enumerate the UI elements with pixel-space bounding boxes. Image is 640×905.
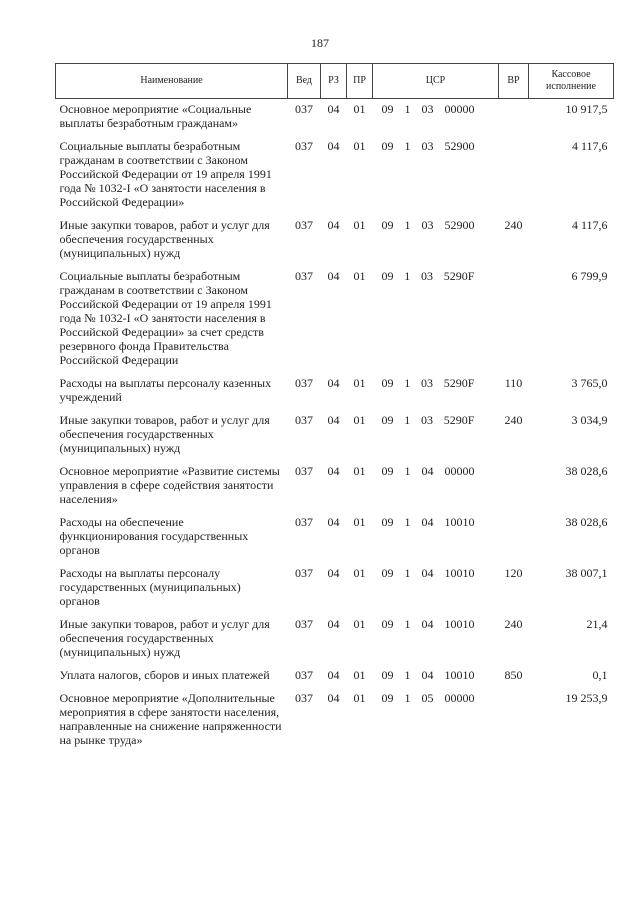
csr-code — [373, 373, 499, 390]
csr-part: 1 — [404, 566, 411, 580]
row-name: Социальные выплаты безработным гражданам в соответствии с Законом Российской Федерации от 19 апреля 1991 года № 1032-I «О занятости населения в Российской Федерации» за счет средств резервного фонда Правительства Российской Федерации — [59, 269, 272, 367]
row-name: Расходы на обеспечение функционирования государственных органов — [59, 515, 249, 557]
csr-part: 00000 — [444, 102, 475, 116]
row-csr — [373, 99, 499, 137]
row-rz: 04 — [327, 691, 340, 705]
row-vr — [499, 688, 529, 753]
row-csr — [373, 215, 499, 266]
csr-part: 00000 — [444, 691, 475, 705]
csr-part: 09 — [381, 139, 394, 153]
csr-part: 09 — [381, 269, 394, 283]
csr-part: 04 — [421, 668, 434, 682]
row-vr — [499, 99, 529, 137]
csr-code — [373, 461, 499, 478]
row-rz: 04 — [327, 102, 340, 116]
csr-part: 03 — [421, 413, 434, 427]
csr-code — [373, 99, 499, 116]
row-pr: 01 — [353, 691, 366, 705]
row-amount: 38 007,1 — [565, 566, 608, 580]
csr-part: 5290F — [443, 376, 475, 390]
csr-part: 1 — [404, 464, 411, 478]
table-header-row — [56, 64, 614, 99]
row-pr: 01 — [353, 464, 366, 478]
row-rz: 04 — [327, 515, 340, 529]
table-row — [56, 215, 614, 266]
csr-part: 1 — [404, 218, 411, 232]
csr-part: 52900 — [444, 218, 475, 232]
row-pr: 01 — [353, 515, 366, 529]
row-name: Расходы на выплаты персоналу государственных (муниципальных) органов — [59, 566, 241, 608]
csr-part: 09 — [381, 218, 394, 232]
row-rz: 04 — [327, 617, 340, 631]
row-rz: 04 — [327, 566, 340, 580]
row-vr: 120 — [504, 566, 523, 580]
row-rz: 04 — [327, 413, 340, 427]
row-rz: 04 — [327, 376, 340, 390]
csr-part: 10010 — [444, 515, 475, 529]
row-pr: 01 — [353, 668, 366, 682]
csr-code — [373, 266, 499, 283]
row-name: Иные закупки товаров, работ и услуг для обеспечения государственных (муниципальных) нужд — [59, 617, 270, 659]
row-name: Расходы на выплаты персоналу казенных учреждений — [59, 376, 272, 404]
row-ved: 037 — [295, 139, 313, 153]
csr-part: 04 — [421, 515, 434, 529]
csr-part: 1 — [404, 376, 411, 390]
row-pr: 01 — [353, 376, 366, 390]
csr-part: 09 — [381, 668, 394, 682]
csr-part: 09 — [381, 464, 394, 478]
header-amount: Кассовое исполнение — [529, 64, 614, 99]
row-pr: 01 — [353, 102, 366, 116]
row-pr: 01 — [353, 139, 366, 153]
row-vr — [499, 512, 529, 563]
csr-part: 10010 — [444, 566, 475, 580]
row-rz: 04 — [327, 269, 340, 283]
table-row — [56, 688, 614, 753]
header-name: Наименование — [56, 64, 288, 99]
table-row — [56, 665, 614, 688]
row-ved: 037 — [295, 566, 313, 580]
csr-part: 10010 — [444, 617, 475, 631]
row-name: Основное мероприятие «Дополнительные мероприятия в сфере занятости населения, направленные на снижение напряженности на рынке труда» — [59, 691, 282, 747]
csr-part: 1 — [404, 102, 411, 116]
row-ved: 037 — [295, 102, 313, 116]
row-amount: 4 117,6 — [571, 218, 608, 232]
row-csr — [373, 410, 499, 461]
table-row — [56, 373, 614, 410]
csr-part: 04 — [421, 617, 434, 631]
row-amount: 10 917,5 — [565, 102, 608, 116]
row-ved: 037 — [295, 668, 313, 682]
row-ved: 037 — [295, 376, 313, 390]
table-row — [56, 563, 614, 614]
row-csr — [373, 614, 499, 665]
csr-part: 09 — [381, 102, 394, 116]
header-rz: РЗ — [321, 64, 347, 99]
row-csr — [373, 136, 499, 215]
budget-table — [55, 63, 614, 753]
row-vr — [499, 461, 529, 512]
header-ved: Вед — [288, 64, 321, 99]
row-amount: 4 117,6 — [571, 139, 608, 153]
csr-part: 1 — [404, 413, 411, 427]
table-row — [56, 410, 614, 461]
row-rz: 04 — [327, 139, 340, 153]
csr-part: 09 — [381, 691, 394, 705]
row-vr: 850 — [504, 668, 523, 682]
row-csr — [373, 512, 499, 563]
table-row — [56, 266, 614, 373]
row-pr: 01 — [353, 218, 366, 232]
row-pr: 01 — [353, 269, 366, 283]
row-amount: 3 034,9 — [571, 413, 608, 427]
row-csr — [373, 266, 499, 373]
row-amount: 38 028,6 — [565, 515, 608, 529]
csr-code — [373, 512, 499, 529]
row-amount: 38 028,6 — [565, 464, 608, 478]
csr-part: 5290F — [443, 413, 475, 427]
row-ved: 037 — [295, 218, 313, 232]
row-csr — [373, 688, 499, 753]
csr-code — [373, 136, 499, 153]
csr-part: 09 — [381, 566, 394, 580]
table-row — [56, 136, 614, 215]
row-amount: 21,4 — [586, 617, 608, 631]
csr-part: 03 — [421, 139, 434, 153]
csr-part: 1 — [404, 617, 411, 631]
row-csr — [373, 373, 499, 410]
row-csr — [373, 461, 499, 512]
row-rz: 04 — [327, 218, 340, 232]
csr-part: 09 — [381, 376, 394, 390]
csr-part: 1 — [404, 139, 411, 153]
row-amount: 19 253,9 — [565, 691, 608, 705]
table-row — [56, 512, 614, 563]
csr-part: 04 — [421, 566, 434, 580]
csr-part: 1 — [404, 691, 411, 705]
row-ved: 037 — [295, 413, 313, 427]
row-rz: 04 — [327, 668, 340, 682]
table-row — [56, 99, 614, 137]
row-name: Основное мероприятие «Развитие системы управления в сфере содействия занятости населения» — [59, 464, 280, 506]
csr-part: 05 — [421, 691, 434, 705]
csr-code — [373, 614, 499, 631]
csr-part: 52900 — [444, 139, 475, 153]
row-ved: 037 — [295, 269, 313, 283]
header-csr: ЦСР — [373, 64, 499, 99]
csr-code — [373, 665, 499, 682]
row-pr: 01 — [353, 617, 366, 631]
csr-part: 00000 — [444, 464, 475, 478]
csr-part: 09 — [381, 413, 394, 427]
row-name: Иные закупки товаров, работ и услуг для обеспечения государственных (муниципальных) нужд — [59, 413, 270, 455]
row-vr: 240 — [504, 617, 523, 631]
row-rz: 04 — [327, 464, 340, 478]
row-ved: 037 — [295, 515, 313, 529]
row-ved: 037 — [295, 617, 313, 631]
csr-code — [373, 215, 499, 232]
csr-part: 5290F — [443, 269, 475, 283]
row-name: Иные закупки товаров, работ и услуг для обеспечения государственных (муниципальных) нужд — [59, 218, 270, 260]
csr-code — [373, 410, 499, 427]
header-pr: ПР — [347, 64, 373, 99]
page-number: 187 — [311, 36, 329, 50]
csr-code — [373, 688, 499, 705]
csr-part: 09 — [381, 515, 394, 529]
csr-part: 03 — [421, 102, 434, 116]
row-amount: 0,1 — [592, 668, 608, 682]
csr-part: 03 — [421, 376, 434, 390]
csr-part: 1 — [404, 668, 411, 682]
row-pr: 01 — [353, 566, 366, 580]
row-vr: 240 — [504, 218, 523, 232]
csr-part: 03 — [421, 218, 434, 232]
row-ved: 037 — [295, 464, 313, 478]
row-vr — [499, 266, 529, 373]
csr-part: 09 — [381, 617, 394, 631]
csr-part: 1 — [404, 515, 411, 529]
row-name: Социальные выплаты безработным гражданам в соответствии с Законом Российской Федерации от 19 апреля 1991 года № 1032-I «О занятости населения в Российской Федерации» — [59, 139, 272, 209]
csr-part: 10010 — [444, 668, 475, 682]
csr-part: 04 — [421, 464, 434, 478]
row-ved: 037 — [295, 691, 313, 705]
header-vr: ВР — [499, 64, 529, 99]
row-pr: 01 — [353, 413, 366, 427]
row-amount: 6 799,9 — [571, 269, 608, 283]
table-row — [56, 461, 614, 512]
row-csr — [373, 665, 499, 688]
csr-part: 03 — [421, 269, 434, 283]
row-csr — [373, 563, 499, 614]
row-vr: 110 — [504, 376, 523, 390]
row-vr: 240 — [504, 413, 523, 427]
row-name: Уплата налогов, сборов и иных платежей — [59, 668, 270, 682]
csr-code — [373, 563, 499, 580]
row-vr — [499, 136, 529, 215]
row-name: Основное мероприятие «Социальные выплаты безработным гражданам» — [59, 102, 252, 130]
csr-part: 1 — [404, 269, 411, 283]
table-row — [56, 614, 614, 665]
row-amount: 3 765,0 — [571, 376, 608, 390]
